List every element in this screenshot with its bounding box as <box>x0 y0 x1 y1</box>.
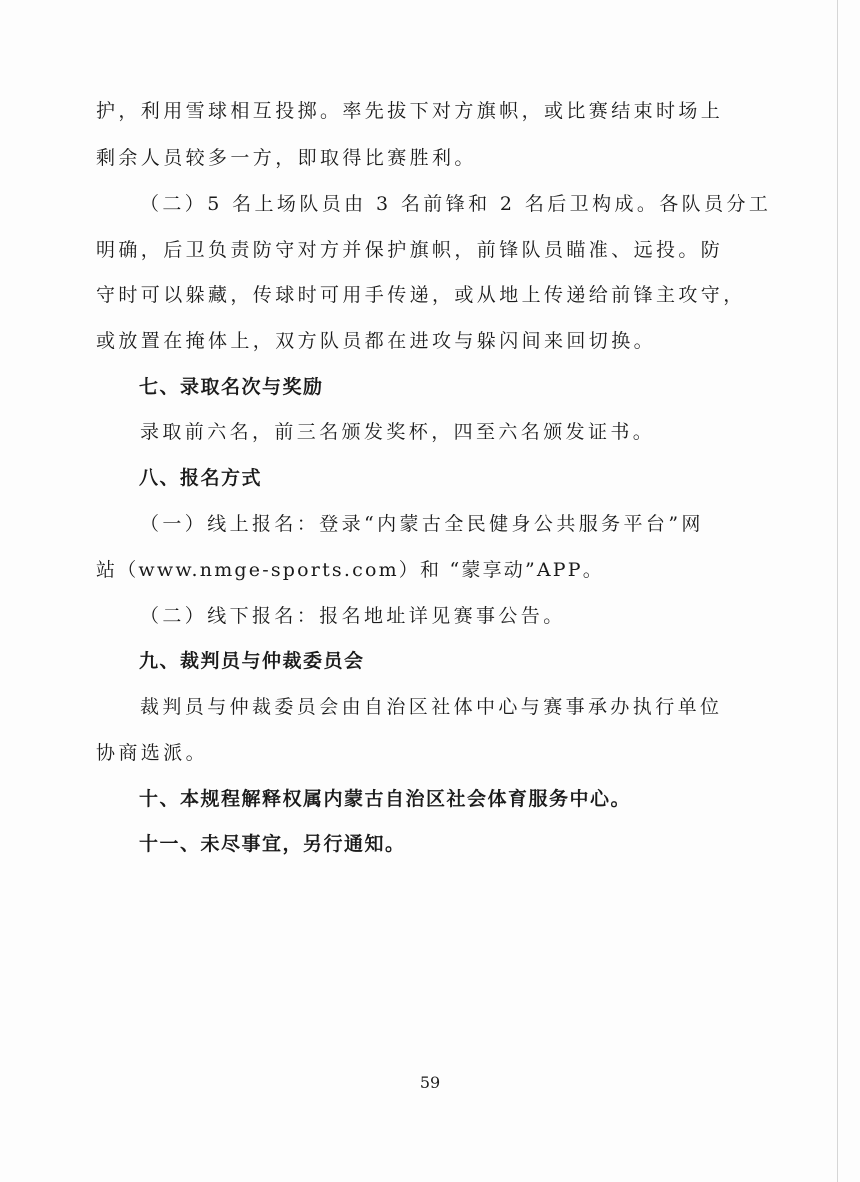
section-heading: 八、报名方式 <box>139 467 263 489</box>
paragraph-line: 剩余人员较多一方，即取得比赛胜利。 <box>96 147 477 169</box>
paragraph-line: 或放置在掩体上，双方队员都在进攻与躲闪间来回切换。 <box>96 330 657 352</box>
section-heading: 七、录取名次与奖励 <box>139 376 324 398</box>
paragraph-line: 录取前六名，前三名颁发奖杯，四至六名颁发证书。 <box>140 421 656 443</box>
paragraph-line: （一）线上报名：登录“内蒙古全民健身公共服务平台”网 <box>140 513 704 535</box>
section-heading: 十、本规程解释权属内蒙古自治区社会体育服务中心。 <box>139 788 632 810</box>
paragraph-line: 站（www.nmge-sports.com）和 “蒙享动”APP。 <box>96 559 604 581</box>
paragraph-line: 协商选派。 <box>96 742 209 764</box>
paragraph-line: 裁判员与仲裁委员会由自治区社体中心与赛事承办执行单位 <box>140 696 723 718</box>
page-number: 59 <box>419 1073 441 1092</box>
page-edge <box>837 0 838 1182</box>
paragraph-line: （二）5 名上场队员由 3 名前锋和 2 名后卫构成。各队员分工 <box>140 193 772 215</box>
section-heading: 十一、未尽事宜，另行通知。 <box>139 833 406 855</box>
paragraph-line: （二）线下报名：报名地址详见赛事公告。 <box>140 605 566 627</box>
section-heading: 九、裁判员与仲裁委员会 <box>139 650 365 672</box>
paragraph-line: 明确，后卫负责防守对方并保护旗帜，前锋队员瞄准、远投。防 <box>96 239 724 261</box>
paragraph-line: 守时可以躲藏，传球时可用手传递，或从地上传递给前锋主攻守， <box>96 284 746 306</box>
paragraph-line: 护，利用雪球相互投掷。率先拔下对方旗帜，或比赛结束时场上 <box>96 100 724 122</box>
